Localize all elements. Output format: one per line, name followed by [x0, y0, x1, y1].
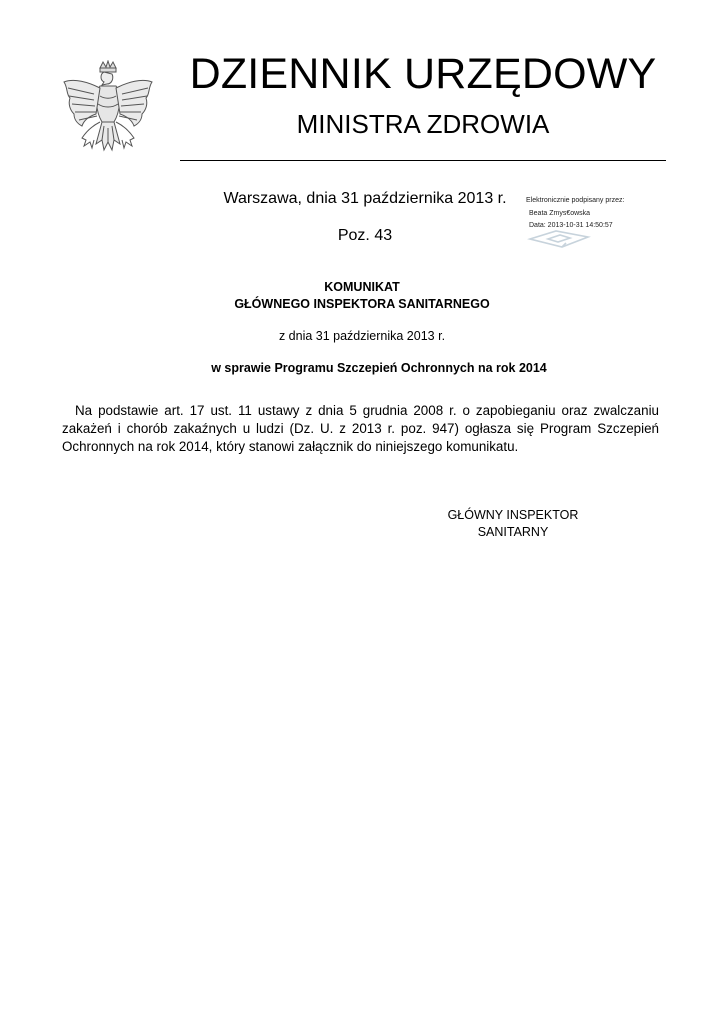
- electronic-signature-block[interactable]: [522, 194, 662, 256]
- e-signature-stamp-icon: [526, 229, 592, 249]
- document-body: [62, 402, 659, 456]
- polish-eagle-emblem-icon: [60, 60, 156, 166]
- masthead-divider: [180, 160, 666, 161]
- signature-caption: Elektronicznie podpisany przez:: [526, 197, 625, 204]
- publication-subtitle: MINISTRA ZDROWIA: [296, 109, 550, 139]
- issue-position: Poz. 43: [337, 227, 393, 244]
- body-line: Ochronnych na rok 2014, który stanowi załącznik do niniejszego komunikatu.: [62, 439, 519, 454]
- issue-place-date: Warszawa, dnia 31 października 2013 r.: [223, 190, 507, 207]
- signatory-title-line1: GŁÓWNY INSPEKTOR: [447, 508, 579, 522]
- body-line: Na podstawie art. 17 ust. 11 ustawy z dnia 5 grudnia 2008 r. o zapobieganiu oraz zwalczaniu: [75, 403, 659, 418]
- signature-date: Data: 2013-10-31 14:50:57: [529, 222, 613, 229]
- body-line: zakażeń i chorób zakaźnych u ludzi (Dz. U. z 2013 r. poz. 947) ogłasza się Program Szczepień: [62, 421, 659, 436]
- document-issuer: GŁÓWNEGO INSPEKTORA SANITARNEGO: [234, 297, 490, 311]
- signer-name: Beata Zmys€owska: [529, 210, 591, 217]
- signatory-title-line2: SANITARNY: [477, 525, 549, 539]
- document-type: KOMUNIKAT: [324, 280, 400, 294]
- document-date: z dnia 31 października 2013 r.: [278, 329, 446, 343]
- publication-title: DZIENNIK URZĘDOWY: [189, 50, 657, 98]
- document-subject: w sprawie Programu Szczepień Ochronnych na rok 2014: [211, 361, 547, 375]
